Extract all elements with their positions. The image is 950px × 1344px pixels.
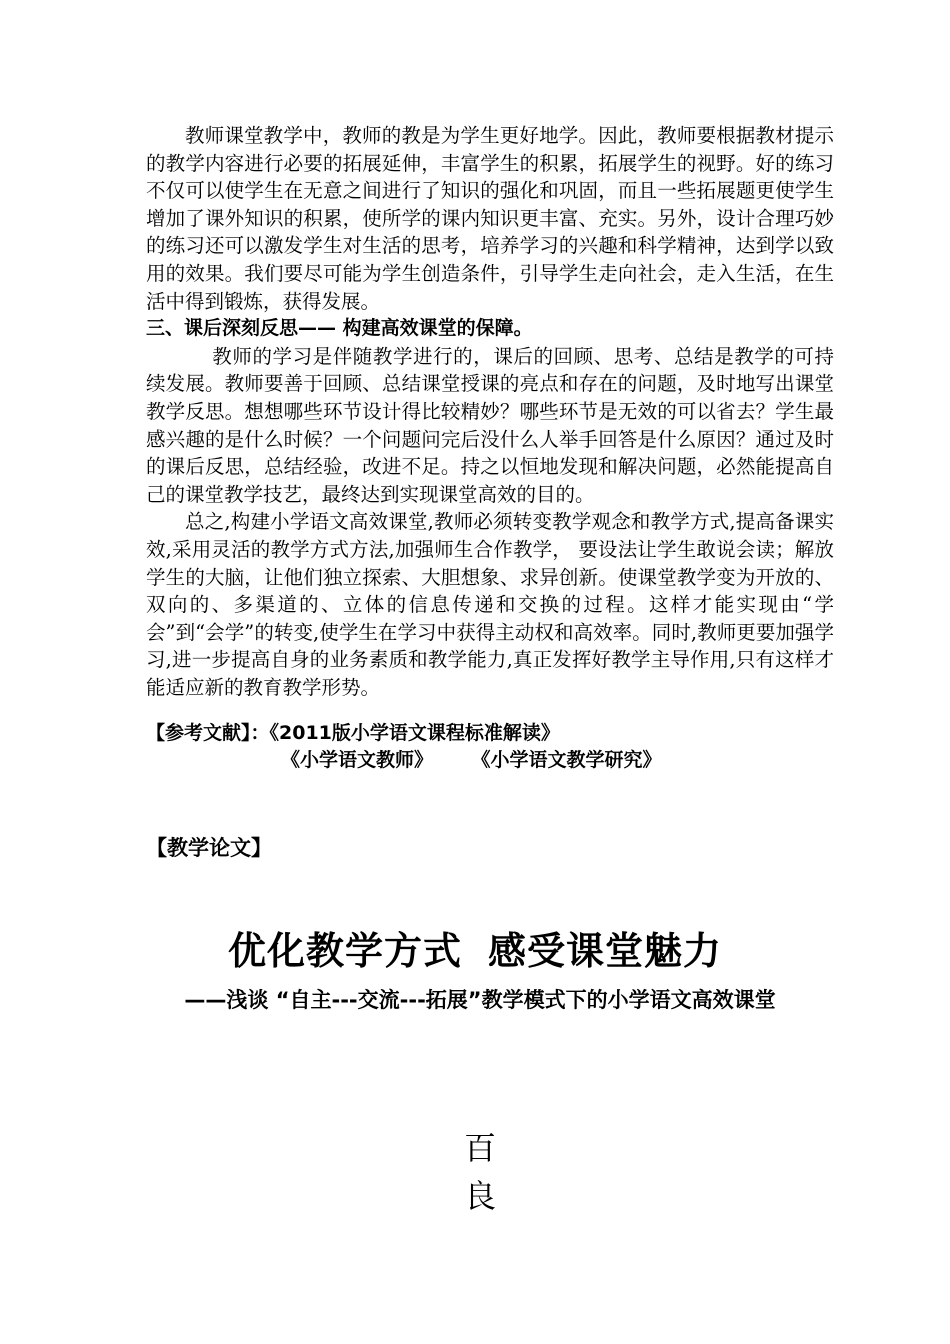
section-tag: 【教学论文】 bbox=[146, 836, 272, 860]
title-part-2: 感受课堂魅力 bbox=[488, 929, 723, 973]
article-title bbox=[0, 920, 950, 975]
reference-item-1: 《2011版小学语文课程标准解读》 bbox=[269, 722, 560, 744]
paragraph-extension: 教师课堂教学中，教师的教是为学生更好地学。因此，教师要根据教材提示的教学内容进行必要的拓展延伸，丰富学生的积累，拓展学生的视野。好的练习不仅可以使学生在无意之间进行了知识的强化和巩固，而且一些拓展题更使学生增加了课外知识的积累，使所学的课内知识更丰富、充实。另外，设计合理巧妙的练习还可以激发学生对生活的思考，培养学习的兴趣和科学精神，达到学以致用的效果。我们要尽可能为学生创造条件，引导学生走向社会，走入生活，在生活中得到锻炼，获得发展。 bbox=[146, 124, 834, 313]
title-part-1: 优化教学方式 bbox=[227, 929, 462, 973]
author-name bbox=[450, 1124, 510, 1220]
references-label: 【参考文献】： bbox=[146, 722, 270, 744]
paragraph-reflection: 教师的学习是伴随教学进行的，课后的回顾、思考、总结是教学的可持续发展。教师要善于回顾、总结课堂授课的亮点和存在的问题，及时地写出课堂教学反思。想想哪些环节设计得比较精妙？哪些环节是无效的可以省去？学生最感兴趣的是什么时候？一个问题问完后没什么人举手回答是什么原因？通过及时的课后反思，总结经验，改进不足。持之以恒地发现和解决问题，必然能提高自己的课堂教学技艺，最终达到实现课堂高效的目的。 bbox=[146, 344, 834, 506]
body-text bbox=[146, 122, 834, 701]
author-char-1: 百 bbox=[463, 1129, 496, 1167]
paragraph-conclusion: 总之,构建小学语文高效课堂,教师必须转变教学观念和教学方式,提高备课实效,采用灵活的教学方式方法,加强师生合作教学， 要设法让学生敢说会读；解放学生的大脑，让他们独立探索、大胆想象、求异创新。使课堂教学变为开放的、双向的、多渠道的、立体的信息传递和交换的过程。这样才能实现由“学会”到“会学”的转变,使学生在学习中获得主动权和高效率。同时,教师更要加强学习,进一步提高自身的业务素质和教学能力,真正发挥好教学主导作用,只有这样才能适应新的教育教学形势。 bbox=[146, 510, 834, 699]
references-line-1 bbox=[146, 720, 846, 747]
author-char-2: 良 bbox=[463, 1177, 496, 1215]
references bbox=[146, 720, 846, 774]
reference-item-3: 《小学语文教学研究》 bbox=[481, 749, 662, 771]
section-heading-3: 三、课后深刻反思—— 构建高效课堂的保障。 bbox=[146, 317, 533, 340]
article-subtitle: ——浅谈 “自主---交流---拓展”教学模式下的小学语文高效课堂 bbox=[184, 988, 776, 1012]
reference-item-2: 《小学语文教师》 bbox=[281, 749, 434, 771]
references-line-2 bbox=[146, 747, 846, 774]
